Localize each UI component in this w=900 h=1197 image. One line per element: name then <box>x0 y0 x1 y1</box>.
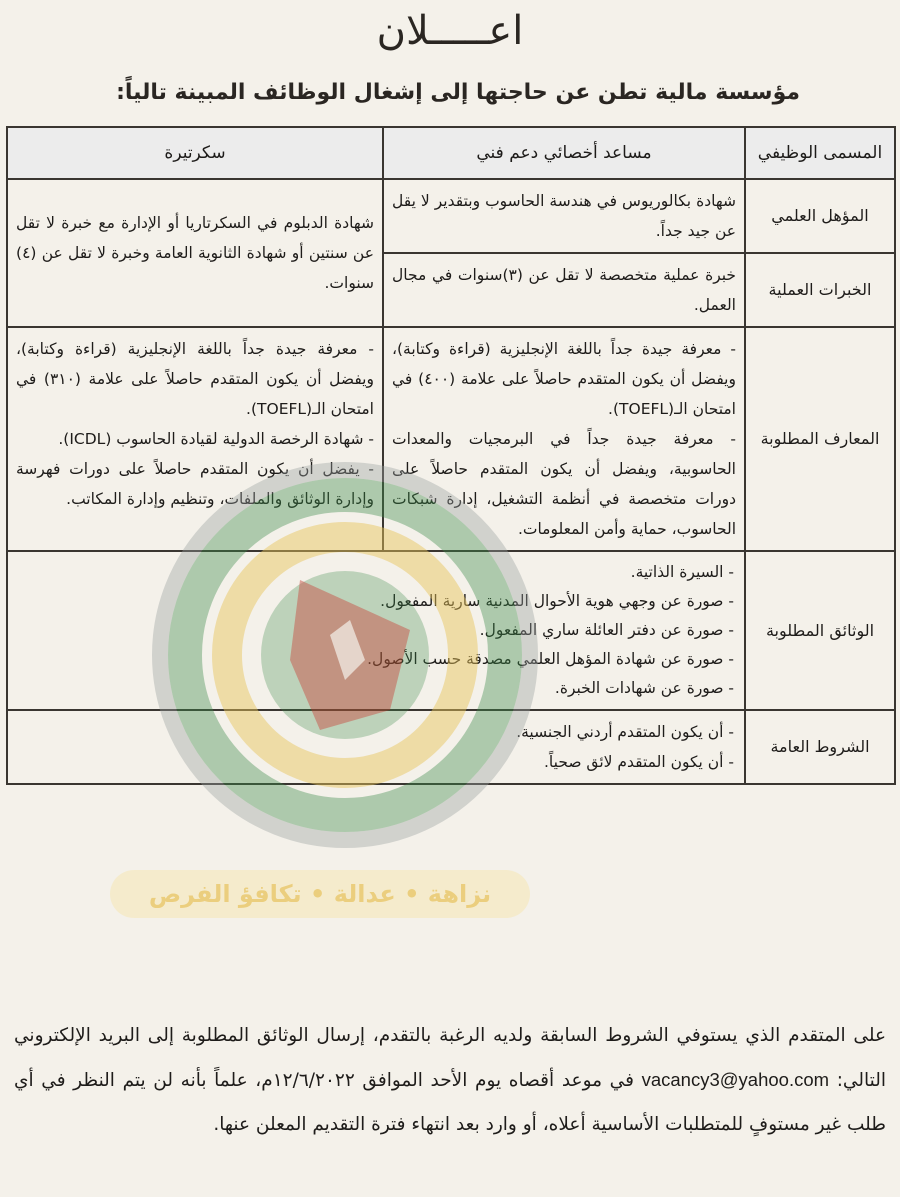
cell-documents <box>7 551 745 710</box>
row-label-experience: الخبرات العملية <box>745 253 895 327</box>
row-label-documents: الوثائق المطلوبة <box>745 551 895 710</box>
document-item: - صورة عن شهادة المؤهل العلمي مصدقة حسب الأصول. <box>367 650 734 668</box>
page-subtitle: مؤسسة مالية تطن عن حاجتها إلى إشغال الوظائف المبينة تالياً: <box>116 80 800 105</box>
table-row-documents <box>7 551 895 710</box>
table-row-knowledge <box>7 327 895 551</box>
cell-knowledge-tech-support <box>383 327 745 551</box>
instructions-part2: في موعد أقصاه يوم الأحد الموافق ١٢/٦/٢٠٢٢م، علماً بأنه لن يتم النظر في أي طلب غير مستوفٍ للمتطلبات الأساسية أعلاه، أو وارد بعد انتهاء فترة التقديم المعلن عنها. <box>14 1070 886 1135</box>
table-header-row <box>7 127 895 179</box>
document-item: - السيرة الذاتية. <box>630 563 734 581</box>
jobs-table <box>6 126 896 785</box>
knowledge-tech-item: - معرفة جيدة جداً باللغة الإنجليزية (قراءة وكتابة)، ويفضل أن يكون المتقدم حاصلاً على علامة (٤٠٠) في امتحان الـ(TOEFL). <box>392 340 736 418</box>
document-item: - صورة عن شهادات الخبرة. <box>554 679 734 697</box>
watermark-motto: نزاهة • عدالة • تكافؤ الفرص <box>110 870 530 918</box>
table-row-qualification <box>7 179 895 253</box>
document-item: - صورة عن وجهي هوية الأحوال المدنية سارية المفعول. <box>380 592 734 610</box>
contact-email-link[interactable]: vacancy3@yahoo.com <box>641 1069 830 1090</box>
header-job-title: المسمى الوظيفي <box>745 127 895 179</box>
header-job-tech-support: مساعد أخصائي دعم فني <box>383 127 745 179</box>
cell-qualification-tech-support: شهادة بكالوريوس في هندسة الحاسوب وبتقدير لا يقل عن جيد جداً. <box>383 179 745 253</box>
cell-qualification-secretary: شهادة الدبلوم في السكرتاريا أو الإدارة مع خبرة لا تقل عن سنتين أو شهادة الثانوية العامة وخبرة لا تقل عن (٤) سنوات. <box>7 179 383 327</box>
cell-experience-tech-support: خبرة عملية متخصصة لا تقل عن (٣)سنوات في مجال العمل. <box>383 253 745 327</box>
knowledge-secretary-item: - يفضل أن يكون المتقدم حاصلاً على دورات فهرسة وإدارة الوثائق والملفات، وتنظيم وإدارة المكاتب. <box>16 460 374 508</box>
knowledge-secretary-item: - معرفة جيدة جداً باللغة الإنجليزية (قراءة وكتابة)، ويفضل أن يكون المتقدم حاصلاً على علامة (٣١٠) في امتحان الـ(TOEFL). <box>16 340 374 418</box>
row-label-general: الشروط العامة <box>745 710 895 784</box>
knowledge-tech-item: - معرفة جيدة جداً في البرمجيات والمعدات الحاسوبية، ويفضل أن يكون المتقدم حاصلاً على دورات متخصصة في أنظمة التشغيل، إدارة شبكات الحاسوب، حماية وأمن المعلومات. <box>392 430 736 538</box>
row-label-knowledge: المعارف المطلوبة <box>745 327 895 551</box>
table-row-general <box>7 710 895 784</box>
general-item: - أن يكون المتقدم أردني الجنسية. <box>516 723 734 741</box>
knowledge-secretary-item: - شهادة الرخصة الدولية لقيادة الحاسوب (ICDL). <box>58 430 374 448</box>
cell-knowledge-secretary <box>7 327 383 551</box>
cell-general <box>7 710 745 784</box>
row-label-qualification: المؤهل العلمي <box>745 179 895 253</box>
instructions-part1: على المتقدم الذي يستوفي الشروط السابقة ولديه الرغبة بالتقدم، إرسال الوثائق المطلوبة إلى البريد الإلكتروني التالي: <box>14 1025 886 1091</box>
page-title: اعـــــلان <box>376 8 524 54</box>
application-instructions <box>14 1014 886 1147</box>
document-item: - صورة عن دفتر العائلة ساري المفعول. <box>479 621 734 639</box>
header-job-secretary: سكرتيرة <box>7 127 383 179</box>
general-item: - أن يكون المتقدم لائق صحياً. <box>544 753 734 771</box>
